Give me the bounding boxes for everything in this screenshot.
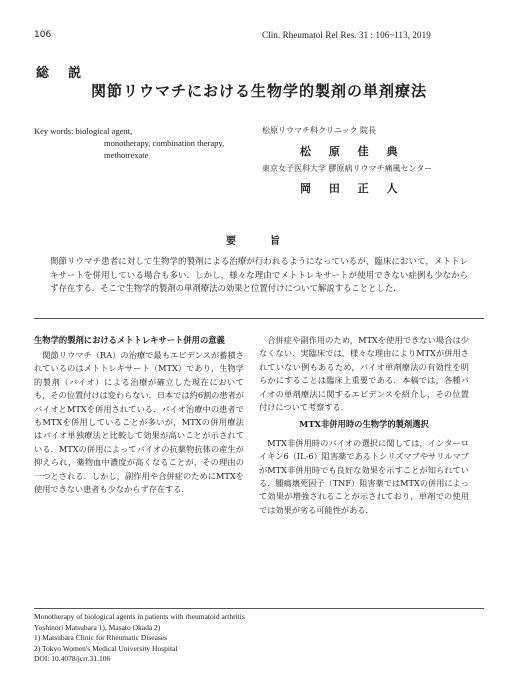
author-affiliation: 東京女子医科大学 膠原病リウマチ痛風センター (262, 164, 433, 173)
english-title: Monotherapy of biological agents in patients with rheumatoid arthritis (34, 612, 245, 621)
body-paragraph: 関節リウマチ（RA）の治療で最もエビデンスが蓄積されているのはメトトレキサート（MTX）であり，生物学的製剤（バイオ）による治療が確立した現在においても，その位置付けは変わらない．日本では約6割の患者がバイオとMTXを併用されている．バイオ治療中の患者でもMTXを併用していることが多いが，MTXの併用療法はバイオ単独療法と比較して効果が高いことが示されている．MTXの併用によってバイオの抗薬物抗体の産生が抑えられ，薬物血中濃度が高くなることが，その理由の一つとされる．しかし，副作用や合併症のためにMTXを使用できない患者も少なからず存在する． (34, 350, 244, 495)
section-divider (34, 318, 484, 319)
abstract-heading: 要 旨 (226, 236, 292, 247)
author-name: 松 原 佳 典 (300, 145, 405, 158)
body-column-left (34, 334, 244, 496)
page-number: 106 (34, 30, 52, 40)
section-heading: MTX非併用時の生物学的製剤選択 (299, 419, 429, 430)
section-heading: 生物学的製剤におけるメトトレキサート併用の意義 (34, 335, 225, 345)
keywords-line: monotherapy, combination therapy, (104, 138, 225, 148)
affiliation-note: 1) Matsubara Clinic for Rheumatic Diseases (34, 633, 168, 642)
affiliation-note: 2) Tokyo Women's Medical University Hospital (34, 643, 178, 653)
body-column-right (259, 334, 469, 517)
body-paragraph: 合併症や副作用のため，MTXを使用できない場合は少なくない．実臨床では，様々な理由によりMTXが併用されていない例もあるため，バイオ単剤療法の有効性を明らかにすることは臨床上重要である．本稿では，各種バイオの単剤療法に関するエビデンスを紹介し，その位置付けについて考察する． (259, 335, 469, 413)
doi: DOI: 10.4078/jcrr.31.106 (34, 654, 111, 663)
author-name: 岡 田 正 人 (300, 182, 405, 195)
article-title: 関節リウマチにおける生物学的製剤の単剤療法 (90, 82, 427, 100)
journal-citation: Clin. Rheumatol Rel Res. 31 : 106~113, 2019 (262, 30, 431, 40)
abstract-text: 関節リウマチ患者に対して生物学的製剤による治療が行われるようになっているが，臨床において，メトトレキサートを併用している場合も多い．しかし，様々な理由でメトトレキサートが使用できない症例も少なからず存在する．そこで生物学的製剤の単剤療法の効果と位置付けについて解説することとした． (50, 256, 468, 293)
english-authors: Yoshinori Matsubara 1), Masato Okada 2) (34, 622, 161, 632)
section-label: 総 説 (36, 66, 85, 81)
keywords-block (34, 125, 249, 161)
author-affiliation: 松原リウマチ科クリニック 院長 (262, 126, 377, 135)
body-paragraph: MTX非併用時のバイオの選択に関しては，インターロイキン6（IL-6）阻害薬であるトシリズマブやサリルマブがMTX非併用時でも良好な効果を示すことが知られている．腫瘍壊死因子（TNF）阻害薬ではMTXの併用によって効果が増強されることが示されており，単剤での使用では効果が劣る可能性がある． (259, 437, 469, 515)
keywords-line: methotrexate (104, 150, 149, 160)
keywords-line: Key words: biological agent, (34, 126, 133, 136)
footnotes (34, 608, 484, 665)
